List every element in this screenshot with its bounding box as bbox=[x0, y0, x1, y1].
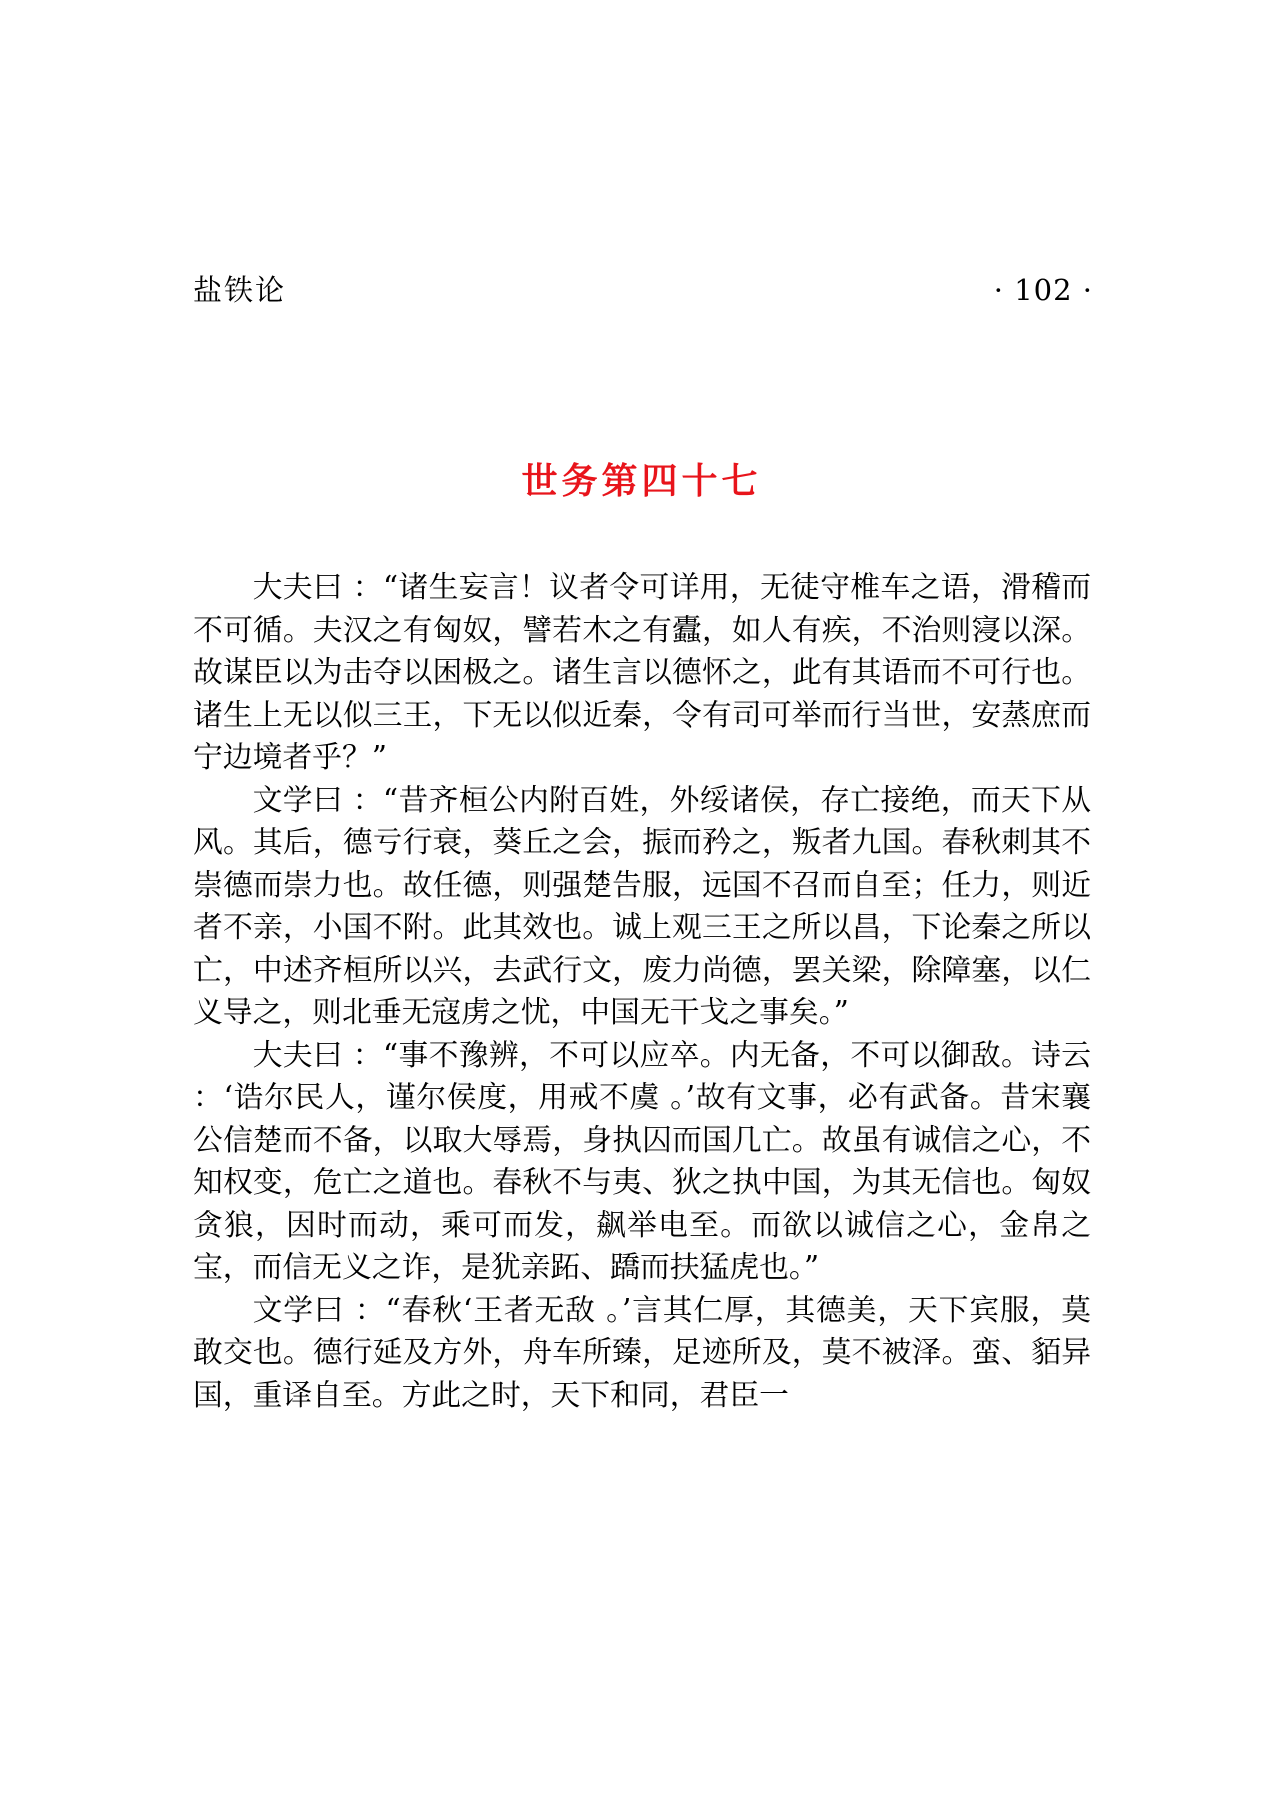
running-header bbox=[193, 268, 1093, 312]
paragraph: 大夫曰 ：“诸生妄言！议者令可详用，无徒守椎车之语，滑稽而不可循。夫汉之有匈奴，譬若木之有蠹，如人有疾，不治则寖以深。故谋臣以为击夺以困极之。诸生言以德怀之，此有其语而不可行也。诸生上无以似三王，下无以似近秦，令有司可举而行当世，安蒸庶而宁边境者乎？” bbox=[193, 570, 1091, 775]
chapter-title: 世务第四十七 bbox=[521, 461, 762, 502]
book-title: 盐铁论 bbox=[193, 273, 287, 307]
paragraph: 文学曰 ：“昔齐桓公内附百姓，外绥诸侯，存亡接绝，而天下从风。其后，德亏行衰，葵丘之会，振而矜之，叛者九国。春秋刺其不崇德而崇力也。故任德，则强楚告服，远国不召而自至；任力，则近者不亲，小国不附。此其效也。诚上观三王之所以昌，下论秦之所以亡，中述齐桓所以兴，去武行文，废力尚德，罢关梁，除障塞，以仁义导之，则北垂无寇虏之忧，中国无干戈之事矣。” bbox=[193, 782, 1091, 1030]
paragraph: 文学曰 ：“春秋‘王者无敌 。’言其仁厚，其德美，天下宾服，莫敢交也。德行延及方外，舟车所臻，足迹所及，莫不被泽。蛮、貊异国，重译自至。方此之时，天下和同，君臣一 bbox=[193, 1292, 1091, 1413]
body-text bbox=[193, 567, 1091, 1417]
page-number: · 102 · bbox=[993, 273, 1093, 307]
paragraph: 大夫曰 ：“事不豫辨，不可以应卒。内无备，不可以御敌。诗云 ：‘诰尔民人，谨尔侯度，用戒不虞 。’故有文事，必有武备。昔宋襄公信楚而不备，以取大辱焉，身执囚而国几亡。故虽有诚信之心，不知权变，危亡之道也。春秋不与夷、狄之执中国，为其无信也。匈奴贪狼，因时而动，乘可而发，飙举电至。而欲以诚信之心，金帛之宝，而信无义之诈，是犹亲跖、蹻而扶猛虎也。” bbox=[193, 1037, 1091, 1285]
